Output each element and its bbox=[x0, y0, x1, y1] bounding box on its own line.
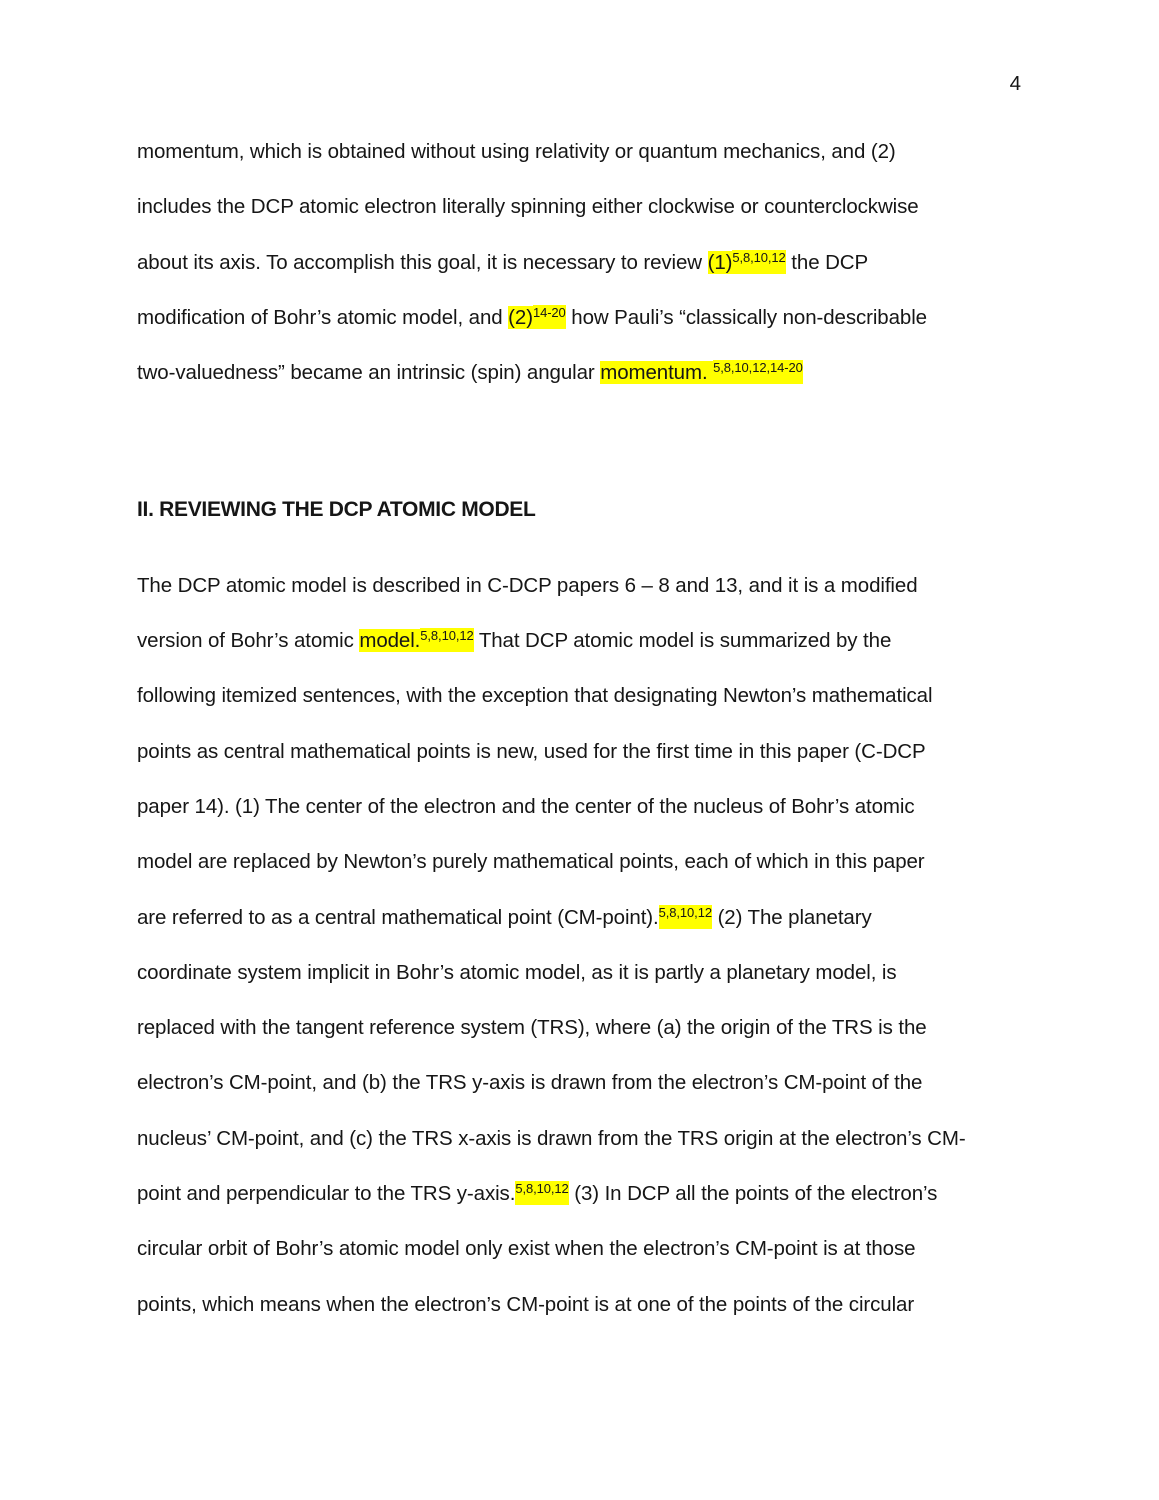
text-run: version of Bohr’s atomic bbox=[137, 629, 360, 653]
text-run: paper 14). (1) The center of the electron and the center of the nucleus of Bohr’s atomic bbox=[137, 794, 915, 818]
text-run: modification of Bohr’s atomic model, and bbox=[137, 305, 509, 329]
text-run: model. bbox=[359, 629, 421, 653]
highlight bbox=[515, 1182, 568, 1205]
text-line bbox=[137, 1000, 1142, 1055]
text-line bbox=[137, 613, 1142, 668]
text-line bbox=[137, 290, 1142, 345]
text-line bbox=[137, 945, 1142, 1000]
text-line bbox=[137, 1277, 1142, 1332]
text-run: about its axis. To accomplish this goal, it is necessary to review bbox=[137, 250, 708, 274]
highlight bbox=[600, 361, 803, 384]
text-line bbox=[137, 779, 1142, 834]
text-run: replaced with the tangent reference system (TRS), where (a) the origin of the TRS is the bbox=[137, 1016, 927, 1040]
text-run: nucleus’ CM-point, and (c) the TRS x-axis is drawn from the TRS origin at the electron’s CM- bbox=[137, 1126, 966, 1150]
text-run: That DCP atomic model is summarized by the bbox=[473, 629, 892, 653]
text-line bbox=[137, 724, 1142, 779]
text-run: circular orbit of Bohr’s atomic model only exist when the electron’s CM-point is at those bbox=[137, 1237, 916, 1261]
text-run: are referred to as a central mathematical point (CM-point). bbox=[137, 905, 659, 929]
citation-superscript: 5,8,10,12 bbox=[732, 249, 786, 265]
text-run: point and perpendicular to the TRS y-axis. bbox=[137, 1182, 516, 1206]
text-run: momentum, which is obtained without using relativity or quantum mechanics, and (2) bbox=[137, 140, 896, 163]
text-line bbox=[137, 235, 1142, 290]
text-run: (3) In DCP all the points of the electron’s bbox=[568, 1182, 938, 1206]
text-line bbox=[137, 834, 1142, 889]
text-run: (1) bbox=[707, 250, 733, 274]
text-run: includes the DCP atomic electron literally spinning either clockwise or counterclockwise bbox=[137, 195, 919, 219]
highlight bbox=[508, 306, 566, 329]
text-line bbox=[137, 558, 1142, 613]
text-run: model are replaced by Newton’s purely mathematical points, each of which in this paper bbox=[137, 850, 925, 874]
text-run: two-valuedness” became an intrinsic (spin) angular bbox=[137, 361, 601, 385]
citation-superscript: 14-20 bbox=[532, 304, 566, 320]
text-line bbox=[137, 179, 1142, 234]
citation-superscript: 5,8,10,12 bbox=[658, 904, 712, 920]
text-run: The DCP atomic model is described in C-DCP papers 6 – 8 and 13, and it is a modified bbox=[137, 573, 918, 597]
page-content bbox=[137, 124, 1142, 1332]
text-line bbox=[137, 1111, 1142, 1166]
text-run: (2) The planetary bbox=[711, 905, 872, 929]
text-run: points, which means when the electron’s CM-point is at one of the points of the circular bbox=[137, 1292, 915, 1316]
text-run: how Pauli’s “classically non-describable bbox=[565, 305, 927, 329]
text-run: electron’s CM-point, and (b) the TRS y-axis is drawn from the electron’s CM-point of the bbox=[137, 1071, 923, 1095]
text-line bbox=[137, 890, 1142, 945]
highlight bbox=[708, 251, 786, 274]
citation-superscript: 5,8,10,12 bbox=[420, 628, 474, 644]
highlight bbox=[359, 629, 473, 652]
text-run: coordinate system implicit in Bohr’s atomic model, as it is partly a planetary model, is bbox=[137, 960, 897, 984]
text-run: (2) bbox=[508, 305, 533, 329]
text-run: points as central mathematical points is new, used for the first time in this paper (C-DCP bbox=[137, 739, 926, 763]
page-number: 4 bbox=[1009, 72, 1021, 95]
text-line bbox=[137, 1055, 1142, 1110]
text-line bbox=[137, 124, 1142, 179]
citation-superscript: 5,8,10,12 bbox=[515, 1181, 569, 1197]
text-line bbox=[137, 345, 1142, 400]
section-paragraph bbox=[137, 558, 1142, 1332]
text-line bbox=[137, 1166, 1142, 1221]
text-run: following itemized sentences, with the exception that designating Newton’s mathematical bbox=[137, 684, 933, 708]
section-heading: II. REVIEWING THE DCP ATOMIC MODEL bbox=[137, 498, 536, 522]
text-line bbox=[137, 668, 1142, 723]
highlight bbox=[659, 906, 712, 929]
text-run: momentum. bbox=[600, 361, 714, 385]
citation-superscript: 5,8,10,12,14-20 bbox=[713, 360, 803, 376]
text-run: the DCP bbox=[785, 250, 869, 274]
paragraph-continuation bbox=[137, 124, 1142, 400]
text-line bbox=[137, 1221, 1142, 1276]
